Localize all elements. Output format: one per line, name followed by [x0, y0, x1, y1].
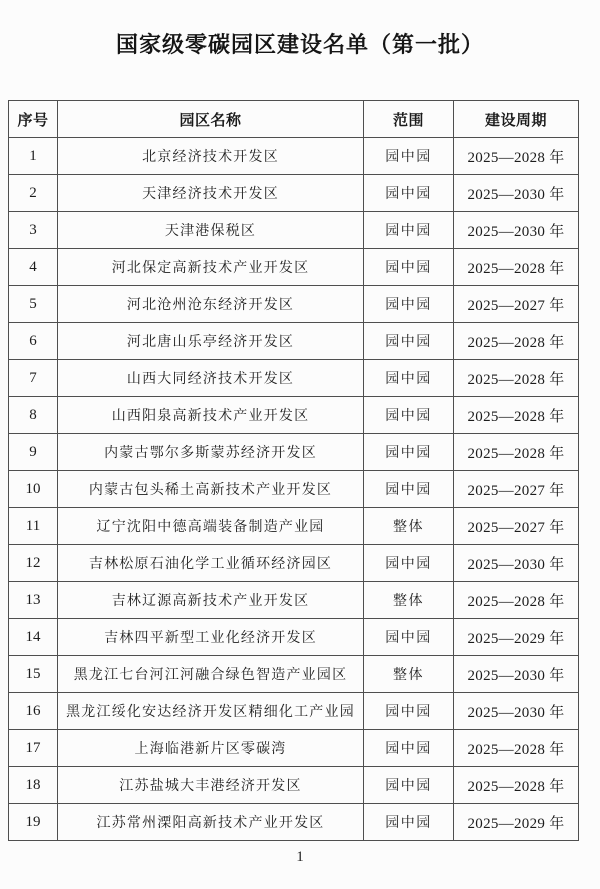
cell-scope: 园中园: [364, 175, 454, 212]
cell-scope: 园中园: [364, 619, 454, 656]
cell-index: 2: [9, 175, 58, 212]
table-row: [9, 286, 579, 323]
cell-index: 3: [9, 212, 58, 249]
cell-period: 2025—2030 年: [454, 175, 579, 212]
cell-period: 2025—2029 年: [454, 619, 579, 656]
cell-scope: 园中园: [364, 397, 454, 434]
table-row: [9, 323, 579, 360]
cell-scope: 园中园: [364, 545, 454, 582]
cell-park-name: 河北沧州沧东经济开发区: [58, 286, 364, 323]
cell-park-name: 天津港保税区: [58, 212, 364, 249]
cell-scope: 园中园: [364, 471, 454, 508]
cell-period: 2025—2028 年: [454, 138, 579, 175]
cell-period: 2025—2028 年: [454, 397, 579, 434]
cell-scope: 整体: [364, 508, 454, 545]
table-row: [9, 397, 579, 434]
table-row: [9, 545, 579, 582]
cell-index: 6: [9, 323, 58, 360]
column-header-period: 建设周期: [454, 101, 579, 138]
cell-park-name: 江苏盐城大丰港经济开发区: [58, 767, 364, 804]
table-row: [9, 212, 579, 249]
table-row: [9, 767, 579, 804]
cell-index: 17: [9, 730, 58, 767]
table-header-row: [9, 101, 579, 138]
page-number: 1: [296, 849, 304, 865]
cell-index: 5: [9, 286, 58, 323]
cell-period: 2025—2030 年: [454, 545, 579, 582]
cell-index: 13: [9, 582, 58, 619]
cell-scope: 整体: [364, 582, 454, 619]
column-header-scope: 范围: [364, 101, 454, 138]
cell-scope: 园中园: [364, 730, 454, 767]
cell-park-name: 河北保定高新技术产业开发区: [58, 249, 364, 286]
cell-index: 19: [9, 804, 58, 841]
cell-scope: 园中园: [364, 767, 454, 804]
cell-park-name: 吉林四平新型工业化经济开发区: [58, 619, 364, 656]
cell-index: 11: [9, 508, 58, 545]
cell-index: 8: [9, 397, 58, 434]
cell-index: 4: [9, 249, 58, 286]
cell-period: 2025—2028 年: [454, 323, 579, 360]
cell-scope: 园中园: [364, 138, 454, 175]
cell-index: 7: [9, 360, 58, 397]
cell-park-name: 吉林松原石油化学工业循环经济园区: [58, 545, 364, 582]
cell-index: 15: [9, 656, 58, 693]
table-row: [9, 582, 579, 619]
cell-scope: 园中园: [364, 804, 454, 841]
cell-index: 12: [9, 545, 58, 582]
table-row: [9, 730, 579, 767]
table-row: [9, 804, 579, 841]
cell-period: 2025—2027 年: [454, 508, 579, 545]
cell-index: 10: [9, 471, 58, 508]
cell-park-name: 山西大同经济技术开发区: [58, 360, 364, 397]
cell-park-name: 山西阳泉高新技术产业开发区: [58, 397, 364, 434]
cell-index: 16: [9, 693, 58, 730]
cell-period: 2025—2028 年: [454, 249, 579, 286]
cell-park-name: 内蒙古鄂尔多斯蒙苏经济开发区: [58, 434, 364, 471]
cell-index: 9: [9, 434, 58, 471]
column-header-index: 序号: [9, 101, 58, 138]
cell-scope: 园中园: [364, 360, 454, 397]
cell-period: 2025—2030 年: [454, 693, 579, 730]
cell-park-name: 辽宁沈阳中德高端装备制造产业园: [58, 508, 364, 545]
cell-period: 2025—2028 年: [454, 582, 579, 619]
column-header-park-name: 园区名称: [58, 101, 364, 138]
cell-index: 14: [9, 619, 58, 656]
cell-period: 2025—2030 年: [454, 656, 579, 693]
cell-index: 18: [9, 767, 58, 804]
cell-scope: 园中园: [364, 286, 454, 323]
cell-park-name: 内蒙古包头稀土高新技术产业开发区: [58, 471, 364, 508]
cell-period: 2025—2027 年: [454, 471, 579, 508]
cell-scope: 园中园: [364, 693, 454, 730]
cell-park-name: 上海临港新片区零碳湾: [58, 730, 364, 767]
table-row: [9, 434, 579, 471]
parks-table: [8, 100, 579, 841]
cell-park-name: 河北唐山乐亭经济开发区: [58, 323, 364, 360]
table-row: [9, 360, 579, 397]
cell-park-name: 北京经济技术开发区: [58, 138, 364, 175]
table-body: [9, 138, 579, 841]
table-row: [9, 619, 579, 656]
table-row: [9, 175, 579, 212]
cell-period: 2025—2027 年: [454, 286, 579, 323]
table-row: [9, 138, 579, 175]
table-row: [9, 471, 579, 508]
cell-scope: 园中园: [364, 249, 454, 286]
cell-scope: 园中园: [364, 323, 454, 360]
cell-scope: 整体: [364, 656, 454, 693]
document-title: 国家级零碳园区建设名单（第一批）: [115, 32, 484, 57]
table-row: [9, 693, 579, 730]
cell-period: 2025—2028 年: [454, 360, 579, 397]
cell-park-name: 黑龙江绥化安达经济开发区精细化工产业园: [58, 693, 364, 730]
cell-period: 2025—2029 年: [454, 804, 579, 841]
cell-index: 1: [9, 138, 58, 175]
cell-scope: 园中园: [364, 212, 454, 249]
cell-park-name: 吉林辽源高新技术产业开发区: [58, 582, 364, 619]
table-row: [9, 508, 579, 545]
cell-period: 2025—2030 年: [454, 212, 579, 249]
table-row: [9, 249, 579, 286]
cell-park-name: 江苏常州溧阳高新技术产业开发区: [58, 804, 364, 841]
table-row: [9, 656, 579, 693]
cell-period: 2025—2028 年: [454, 767, 579, 804]
cell-period: 2025—2028 年: [454, 434, 579, 471]
cell-park-name: 天津经济技术开发区: [58, 175, 364, 212]
cell-park-name: 黑龙江七台河江河融合绿色智造产业园区: [58, 656, 364, 693]
cell-scope: 园中园: [364, 434, 454, 471]
cell-period: 2025—2028 年: [454, 730, 579, 767]
